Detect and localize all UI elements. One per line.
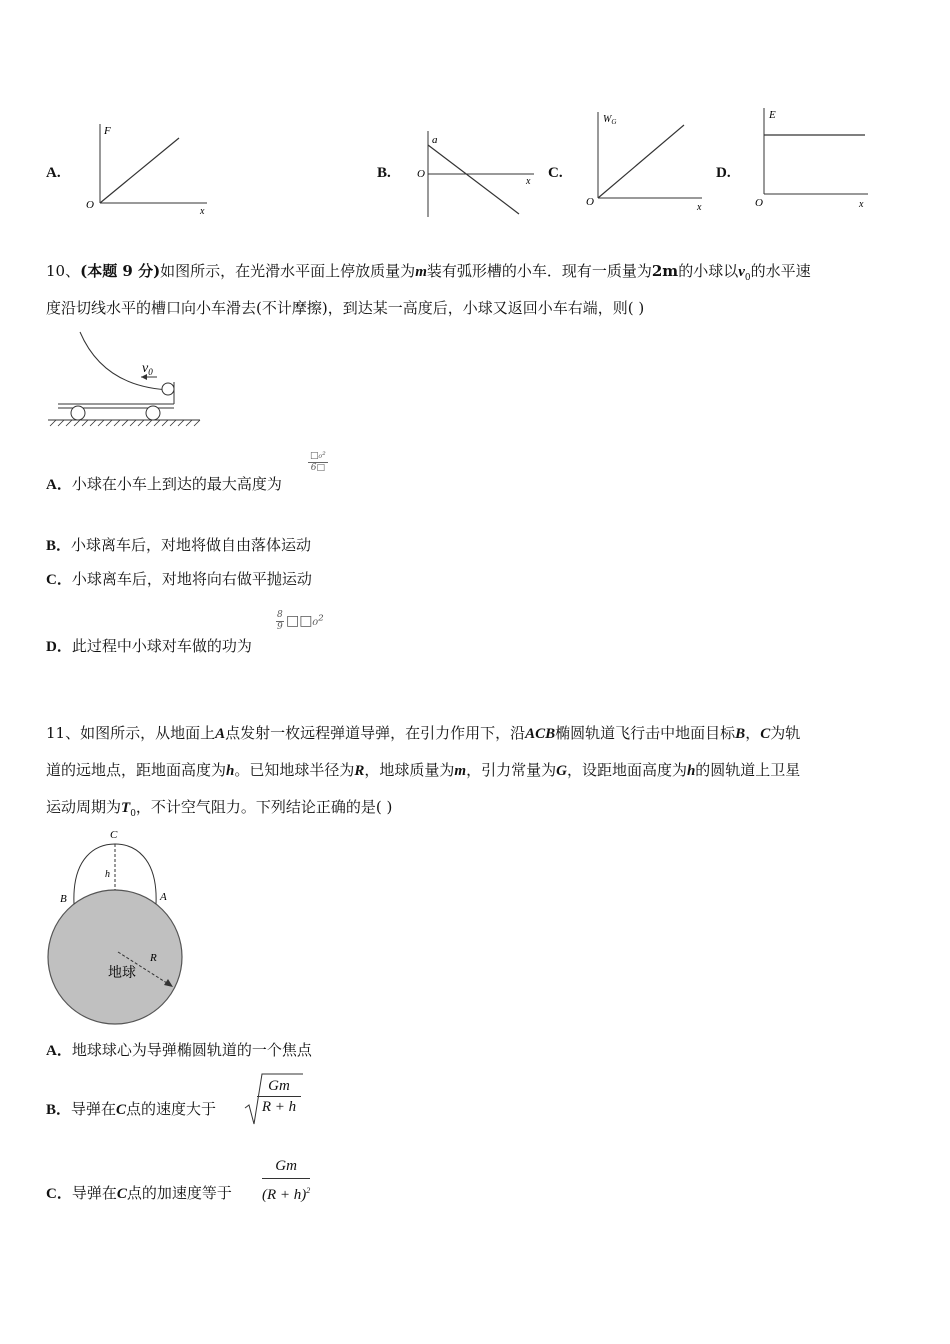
graph-c-xlabel: x — [697, 202, 702, 213]
q10-figure-cart — [44, 330, 204, 428]
q10-option-d-fraction: 8 9 — [277, 610, 283, 632]
graph-c-ylabel: $W_G$ — [603, 114, 617, 126]
graph-c-origin: O — [586, 196, 594, 208]
q11-line-1: 11、如图所示，从地面上A点发射一枚远程弹道导弹，在引力作用下，沿ACB椭圆轨道飞行击中地面目标B，C为轨 — [46, 724, 801, 742]
q11-fig-c-label: C — [110, 829, 118, 841]
q10-option-c: C．小球离车后，对地将向右做平抛运动 — [46, 570, 312, 588]
q10-option-d-tail: □□₀² — [286, 613, 324, 629]
q11-fig-r-label: R — [150, 952, 157, 964]
graph-b-xlabel: x — [526, 176, 531, 187]
graph-b-origin: O — [417, 168, 425, 180]
graph-a-origin: O — [86, 199, 94, 211]
graph-b-ylabel: a — [432, 134, 438, 146]
graph-a — [82, 118, 212, 218]
graph-d-xlabel: x — [859, 199, 864, 210]
q10-option-a-formula: □₀² 6□ — [310, 451, 326, 473]
graph-option-d-label: D. — [716, 165, 731, 181]
graph-option-c-label: C. — [548, 165, 563, 181]
q11-fig-b-label: B — [60, 893, 67, 905]
q10-line-2: 度沿切线水平的槽口向小车滑去(不计摩擦)，到达某一高度后，小球又返回小车右端，则( ) — [46, 299, 645, 317]
graph-option-b-label: B. — [377, 165, 391, 181]
graph-d — [752, 104, 877, 214]
graph-c — [582, 106, 712, 218]
q10-fig-v0-label: $v_0$ — [142, 361, 153, 377]
q11-line-2: 道的远地点，距地面高度为h。已知地球半径为R，地球质量为m，引力常量为G，设距地面高度为h的圆轨道上卫星 — [46, 761, 801, 779]
q10-option-b: B．小球离车后，对地将做自由落体运动 — [46, 536, 312, 554]
q11-line-3: 运动周期为$T_0$，不计空气阻力。下列结论正确的是( ) — [46, 798, 393, 819]
q11-option-b: B．导弹在C点的速度大于 — [46, 1100, 217, 1118]
q11-option-c: C．导弹在C点的加速度等于 — [46, 1184, 232, 1202]
q10-line-1: 10、(本题 9 分)如图所示，在光滑水平面上停放质量为m装有弧形槽的小车．现有一质量为2m的小球以$v_0$的水平速 — [46, 262, 811, 283]
q10-option-d: D．此过程中小球对车做的功为 — [46, 637, 252, 655]
q11-option-c-formula: Gm $(R + h)^2$ — [262, 1155, 310, 1207]
graph-option-a-label: A. — [46, 165, 61, 181]
q11-option-a: A．地球球心为导弹椭圆轨道的一个焦点 — [46, 1041, 312, 1059]
graph-d-origin: O — [755, 197, 763, 209]
graph-a-xlabel: x — [200, 206, 205, 217]
q11-fig-earth-label: 地球 — [108, 966, 136, 981]
q11-fig-h-label: h — [105, 869, 110, 880]
q11-fig-a-label: A — [160, 891, 167, 903]
q10-option-a: A．小球在小车上到达的最大高度为 — [46, 475, 282, 493]
graph-a-ylabel: F — [104, 125, 111, 137]
graph-b — [412, 125, 542, 223]
graph-d-ylabel: E — [769, 109, 776, 121]
q11-figure-orbit — [44, 822, 194, 1032]
